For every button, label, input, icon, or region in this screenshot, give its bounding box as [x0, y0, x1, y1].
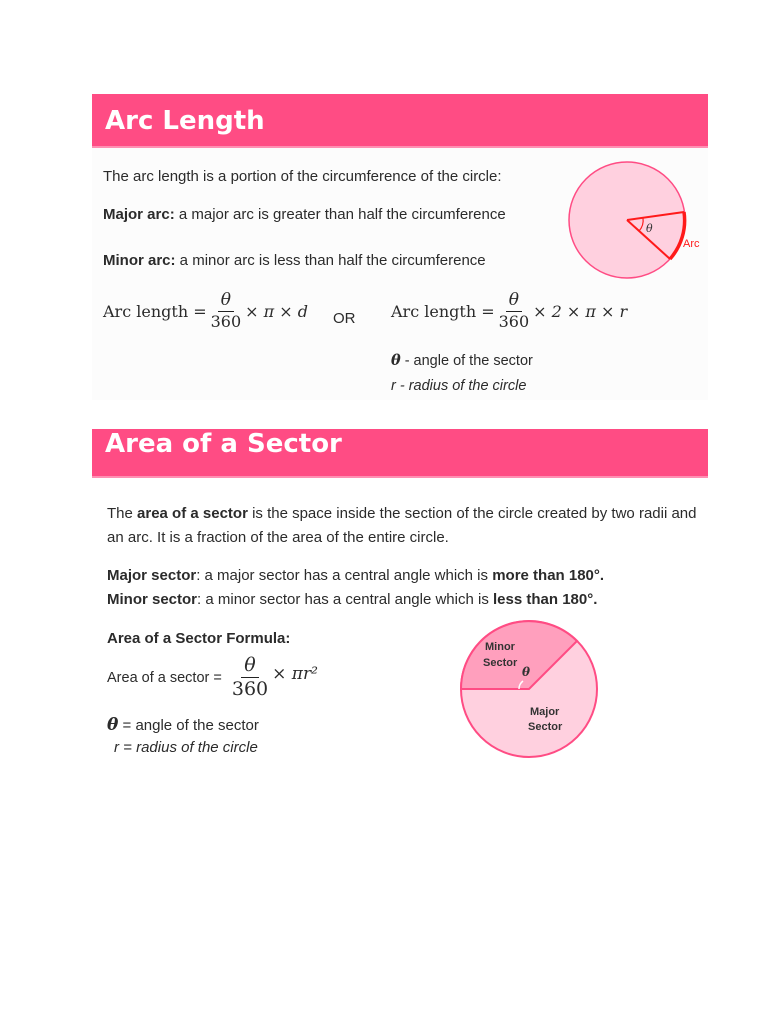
- arc-label: Arc: [683, 238, 700, 250]
- sector-theta-label: θ: [522, 665, 531, 679]
- major-sector-bold: more than 180°.: [492, 567, 605, 584]
- major-label-line2: Sector: [528, 721, 563, 733]
- minor-arc-definition: [103, 252, 486, 269]
- or-label: OR: [333, 310, 356, 327]
- minor-sector-definition: [107, 591, 597, 608]
- sector-banner: [92, 429, 708, 478]
- major-label-line1: Major: [530, 706, 560, 718]
- sector-formula-lhs: Area of a sector =: [107, 669, 222, 686]
- major-sector-text: : a major sector has a central angle which is: [196, 567, 493, 584]
- sector-intro-a: The: [107, 505, 138, 522]
- minor-label-line1: Minor: [485, 641, 515, 653]
- sector-formula-rhs: × πr²: [272, 663, 318, 684]
- formula2-denominator: 360: [498, 311, 530, 331]
- formula2-rhs: × 2 × π × r: [533, 301, 628, 321]
- sector-legend-theta-text: = angle of the sector: [118, 717, 259, 734]
- arc-intro: The arc length is a portion of the circumference of the circle:: [103, 168, 502, 185]
- minor-arc-text: a minor arc is less than half the circumference: [175, 252, 486, 269]
- formula1-rhs: × π × d: [245, 301, 308, 321]
- arc-length-formula-radius: [391, 292, 627, 330]
- major-arc-text: a major arc is greater than half the circumference: [174, 206, 506, 223]
- major-arc-definition: [103, 206, 506, 223]
- sector-formula-numerator: θ: [241, 656, 258, 678]
- arc-legend-radius: r - radius of the circle: [391, 378, 527, 394]
- formula1-lhs: Arc length =: [103, 301, 207, 321]
- minor-sector-term: Minor sector: [107, 591, 198, 608]
- sector-formula-fraction: [232, 656, 268, 700]
- sector-title: Area of a Sector: [105, 429, 342, 459]
- sector-area-formula: [107, 656, 318, 700]
- arc-length-formula-diameter: [103, 292, 308, 330]
- sector-formula-heading: Area of a Sector Formula:: [107, 630, 291, 647]
- formula1-denominator: 360: [210, 311, 242, 331]
- arc-legend-theta: [391, 352, 533, 369]
- formula2-numerator: θ: [506, 292, 522, 312]
- formula1-fraction: [211, 292, 242, 330]
- sector-intro-b: is the space inside the section of the circle created by two radii and an arc. It is a fraction of the area of the entire circle.: [107, 505, 697, 546]
- major-sector-term: Major sector: [107, 567, 197, 584]
- sector-intro: [107, 502, 707, 550]
- minor-sector-bold: less than 180°.: [493, 591, 598, 608]
- formula1-numerator: θ: [218, 292, 234, 312]
- arc-length-banner: [92, 94, 708, 148]
- theta-symbol: θ: [391, 352, 401, 369]
- sector-intro-bold: area of a sector: [137, 505, 248, 522]
- theta-symbol: θ: [107, 715, 119, 735]
- formula2-fraction: [499, 292, 530, 330]
- arc-theta-label: θ: [646, 222, 653, 235]
- formula2-lhs: Arc length =: [391, 301, 495, 321]
- minor-sector-text: : a minor sector has a central angle which is: [197, 591, 493, 608]
- sector-circle-diagram: [455, 615, 605, 765]
- sector-legend-theta: [107, 715, 259, 735]
- sector-legend-radius: r = radius of the circle: [114, 739, 258, 756]
- minor-arc-term: Minor arc:: [103, 252, 176, 269]
- arc-length-title: Arc Length: [105, 106, 265, 136]
- major-sector-definition: [107, 567, 604, 584]
- major-arc-term: Major arc:: [103, 206, 175, 223]
- arc-legend-theta-text: - angle of the sector: [400, 353, 533, 369]
- minor-label-line2: Sector: [483, 657, 518, 669]
- sector-formula-denominator: 360: [231, 677, 269, 700]
- arc-circle-diagram: [566, 160, 716, 286]
